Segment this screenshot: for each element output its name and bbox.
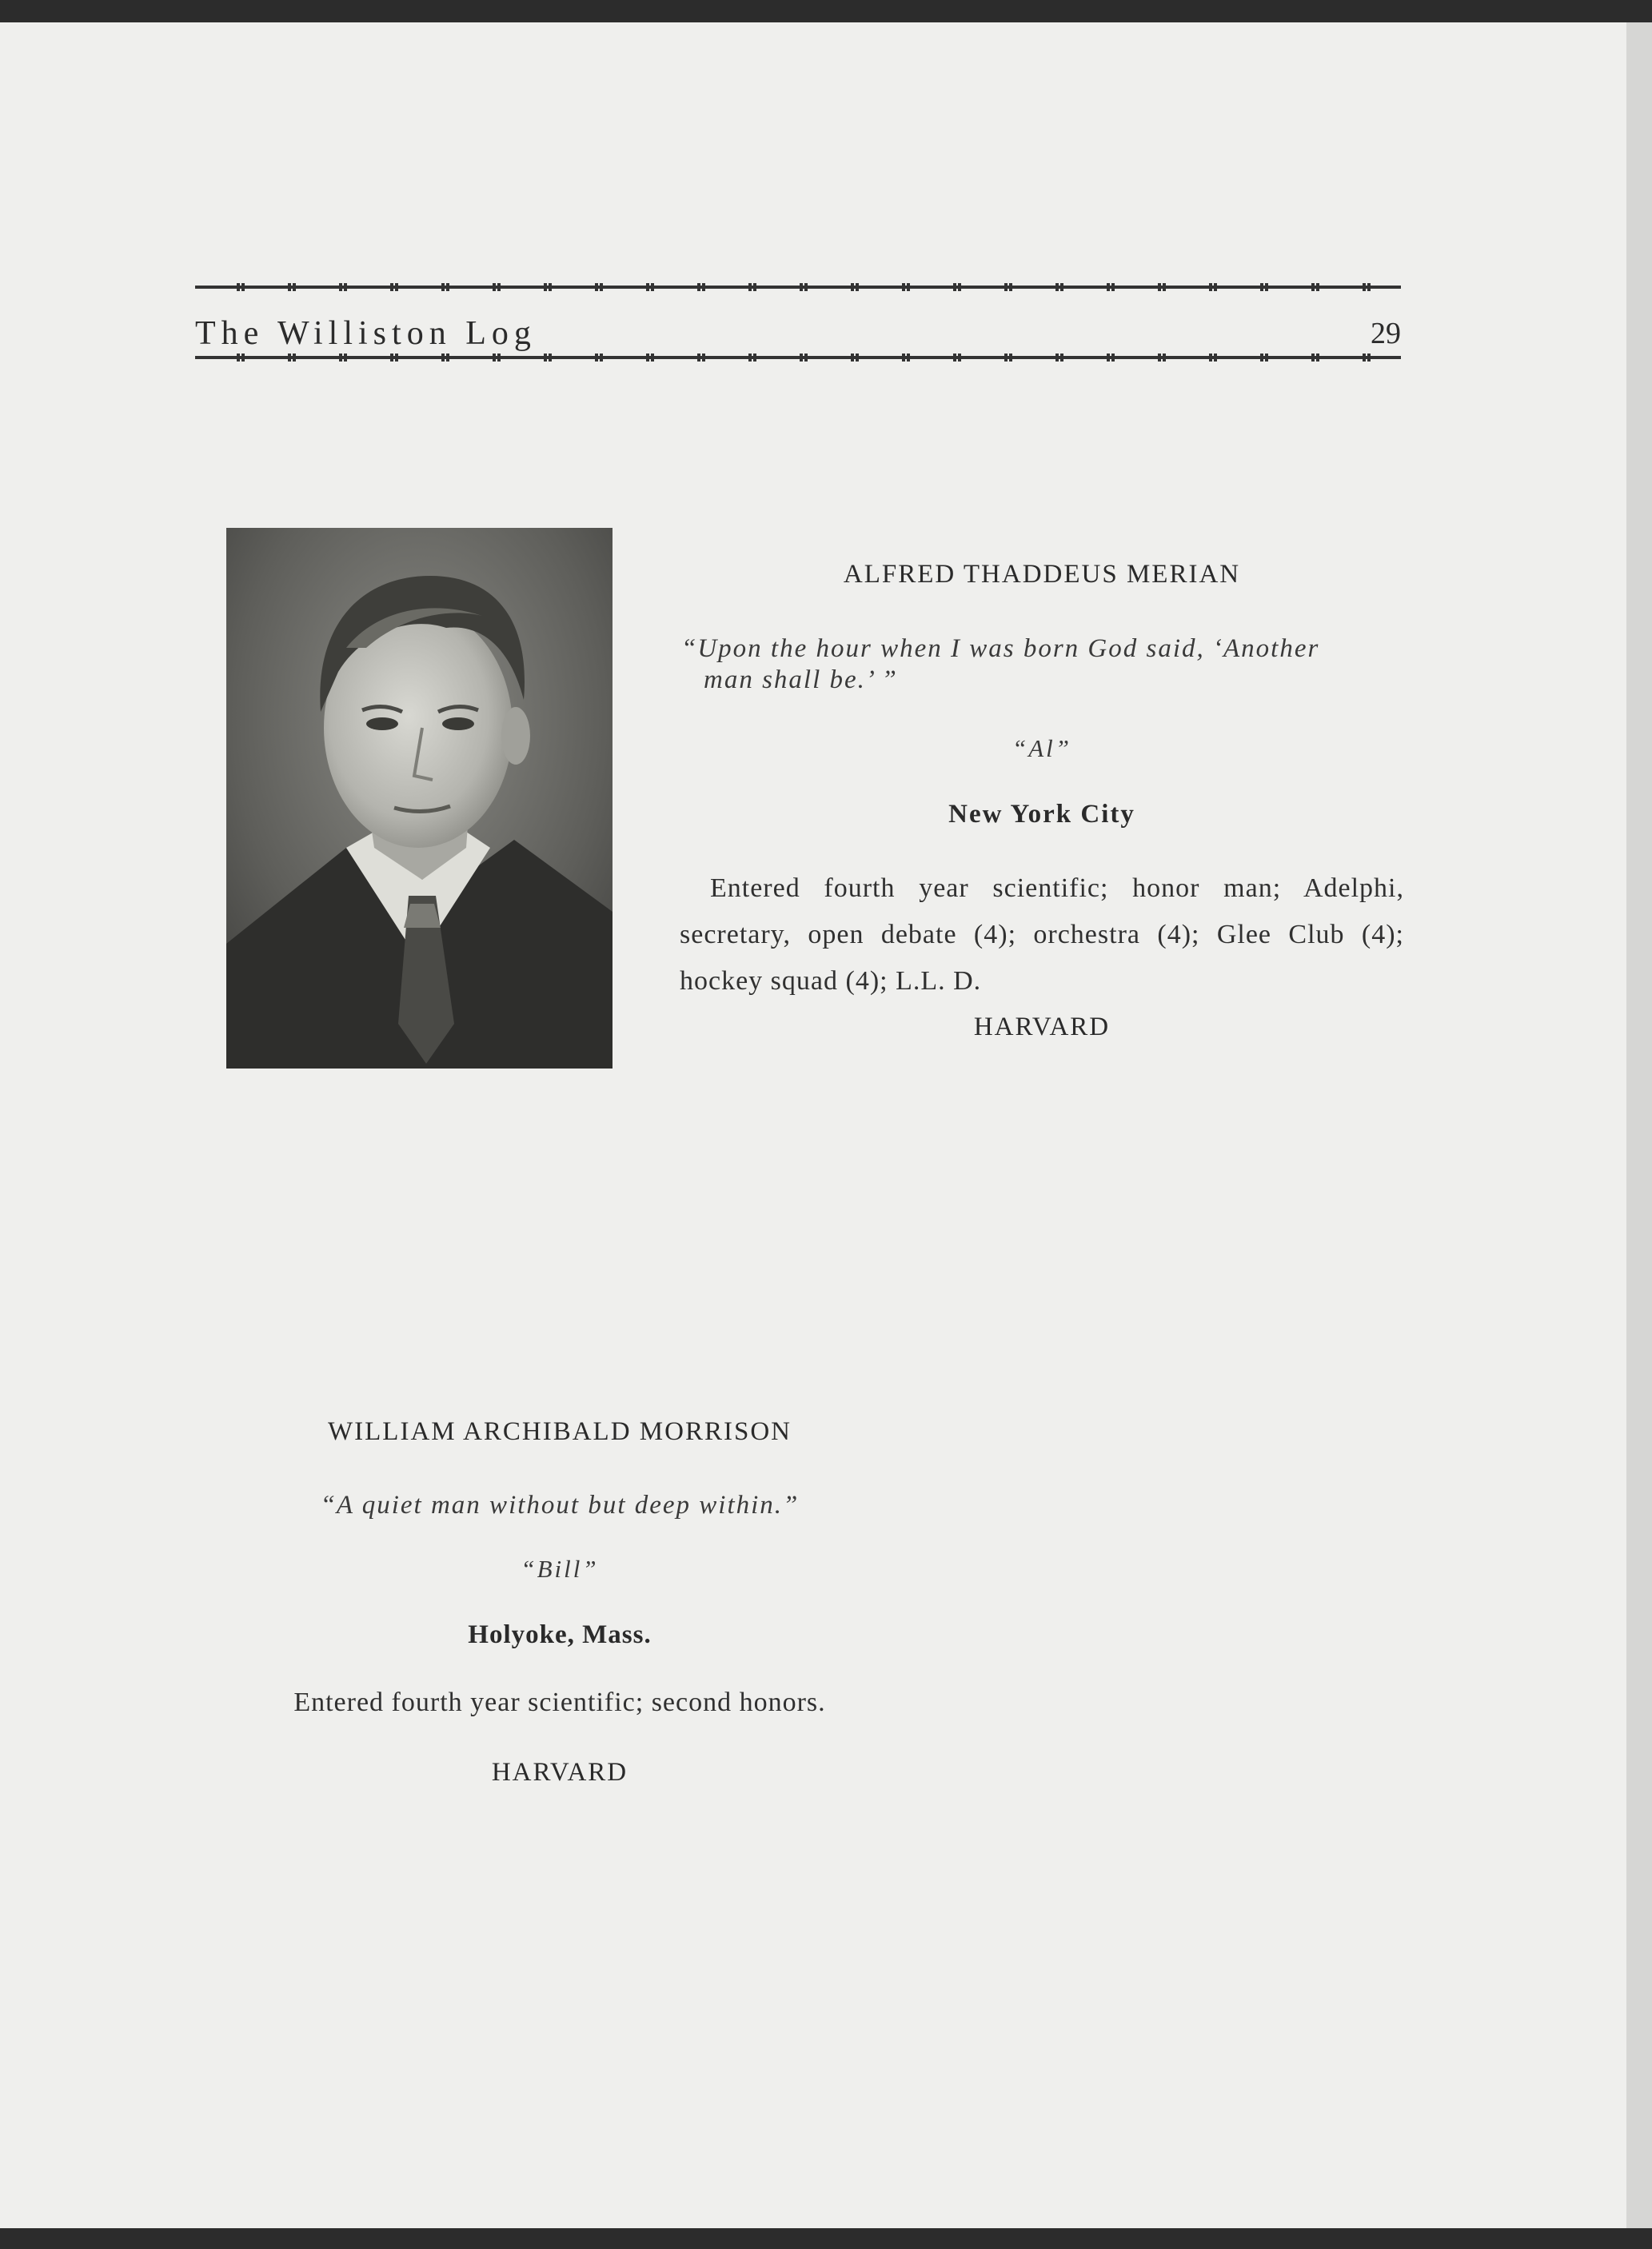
student-nickname: “Al” <box>1012 734 1072 762</box>
student-hometown: Holyoke, Mass. <box>468 1620 652 1649</box>
student-record: Entered fourth year scientific; second honors. <box>293 1688 826 1717</box>
page-edge <box>1626 22 1652 2228</box>
page-number: 29 <box>1371 317 1401 350</box>
student-nickname: “Bill” <box>521 1555 599 1583</box>
student-name: WILLIAM ARCHIBALD MORRISON <box>328 1417 792 1446</box>
running-title: The Williston Log <box>195 315 537 352</box>
student-quote: “Upon the hour when I was born God said, ‘Another <box>681 634 1320 663</box>
header-rule-top <box>195 283 1401 291</box>
scan-top-border <box>0 0 1652 22</box>
portrait-photo <box>226 528 613 1069</box>
yearbook-page <box>0 22 1626 2228</box>
student-hometown: New York City <box>948 800 1135 829</box>
student-name: ALFRED THADDEUS MERIAN <box>843 560 1241 589</box>
student-college: HARVARD <box>491 1758 628 1787</box>
student-record: Entered fourth year scientific; honor man; Adelphi, secretary, open debate (4); orchestra (4); Glee Club (4); hockey squad (4); L.L. D. <box>680 873 1404 996</box>
student-quote: “A quiet man without but deep within.” <box>320 1491 800 1520</box>
student-quote-continued: man shall be.’ ” <box>704 665 898 694</box>
student-college: HARVARD <box>973 1013 1111 1041</box>
header-rule-bottom <box>195 354 1401 362</box>
scan-bottom-border <box>0 2228 1652 2249</box>
